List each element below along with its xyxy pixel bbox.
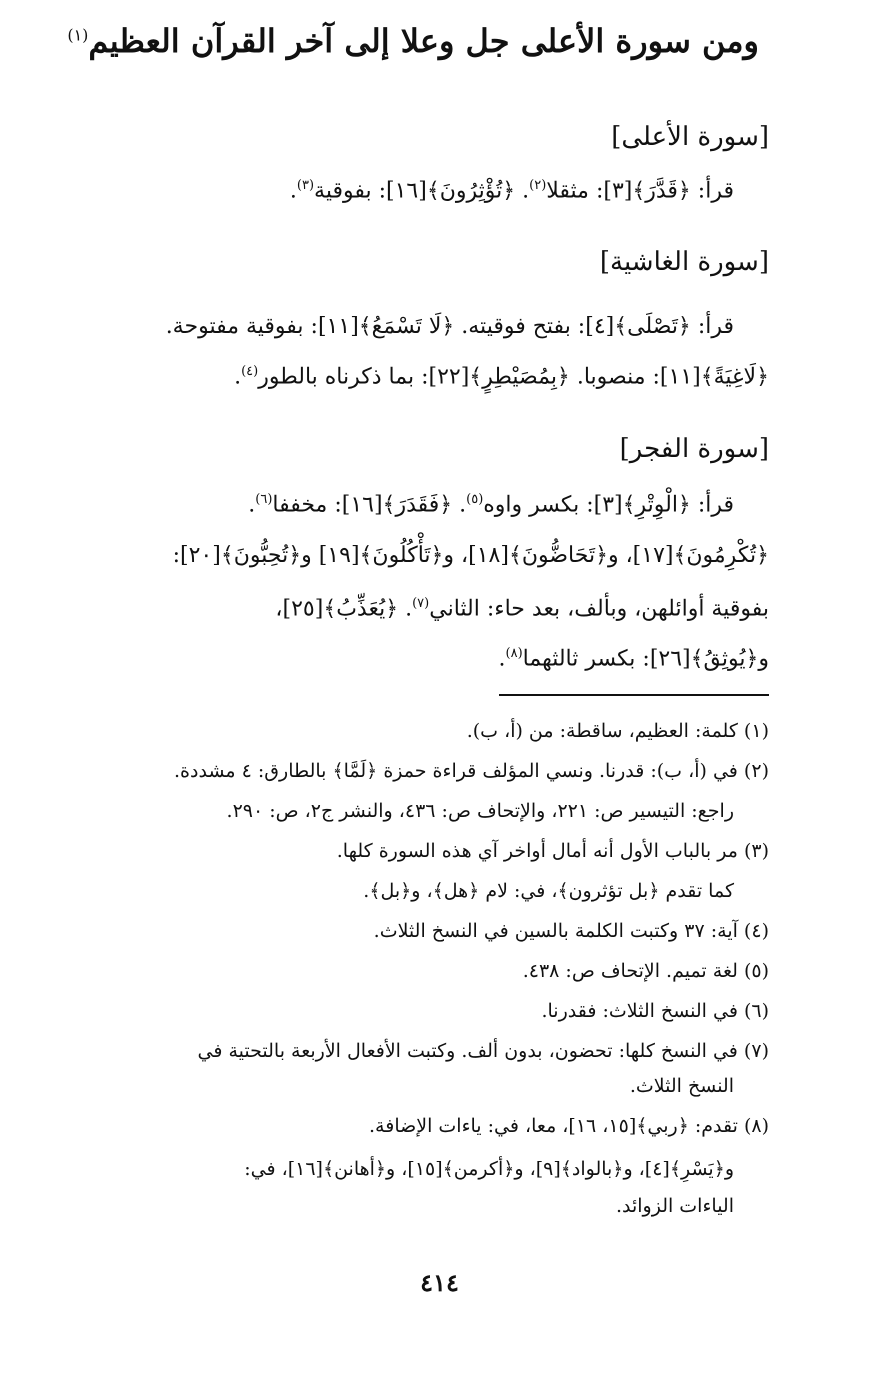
footnote-3-cont: كما تقدم ﴿بل تؤثرون﴾، في: لام ﴿هل﴾، و﴿بل﴾.: [363, 880, 734, 902]
title-footnote-ref: (١): [67, 25, 89, 45]
section-line: ﴿لَاغِيَةً﴾[١١]: منصوبا. ﴿بِمُصَيْطِرٍ﴾[٢٢]: بما ذكرناه بالطور$^{(٤)}$.: [234, 364, 769, 390]
footnote-2: (٢) في (أ، ب): قدرنا. ونسي المؤلف قراءة حمزة ﴿لَمَّا﴾ بالطارق: ٤ مشددة.: [174, 760, 769, 782]
footnote-ref: (٦): [255, 492, 273, 507]
section-heading-al-fajr: [سورة الفجر]: [619, 434, 769, 464]
section-line: قرأ: ﴿تَصْلَى﴾[٤]: بفتح فوقيته. ﴿لَا تَسْمَعُ﴾[١١]: بفوقية مفتوحة.: [165, 314, 734, 339]
footnote-8-cont: الياءات الزوائد.: [615, 1195, 734, 1217]
footnote-4: (٤) آية: ٣٧ وكتبت الكلمة بالسين في النسخ الثلاث.: [373, 920, 769, 942]
footnote-1: (١) كلمة: العظيم، ساقطة: من (أ، ب).: [466, 720, 769, 742]
footnote-divider: [499, 694, 769, 696]
page-number: ٤١٤: [420, 1268, 459, 1297]
footnote-6: (٦) في النسخ الثلاث: فقدرنا.: [541, 1000, 769, 1022]
footnote-8-cont: و﴿يَسْرِ﴾[٤]، و﴿بالواد﴾[٩]، و﴿أكرمن﴾[١٥]، و﴿أهانن﴾[١٦]، في:: [244, 1158, 734, 1180]
footnote-7-cont: النسخ الثلاث.: [629, 1075, 734, 1097]
footnote-ref: (٥): [466, 492, 484, 507]
footnote-8: (٨) تقدم: ﴿ربي﴾[١٥، ١٦]، معا، في: ياءات الإضافة.: [369, 1115, 769, 1137]
footnote-2-cont: راجع: التيسير ص: ٢٢١، والإتحاف ص: ٤٣٦، والنشر ج٢، ص: ٢٩٠.: [226, 800, 734, 822]
title-text: ومن سورة الأعلى جل وعلا إلى آخر القرآن العظيم: [88, 22, 759, 60]
footnote-ref: (٣): [296, 178, 315, 193]
section-heading-al-ghashiya: [سورة الغاشية]: [599, 247, 769, 277]
section-line: قرأ: ﴿قَدَّرَ﴾[٣]: مثقلا$^{(٢)}$. ﴿تُؤْثِرُونَ﴾[١٦]: بفوقية$^{(٣)}$.: [289, 178, 734, 204]
footnote-ref: (٧): [412, 596, 430, 611]
footnote-ref: (٤): [241, 364, 259, 379]
footnote-3: (٣) مر بالباب الأول أنه أمال أواخر آي هذه السورة كلها.: [336, 840, 769, 862]
section-heading-al-ala: [سورة الأعلى]: [611, 122, 769, 152]
page-title: [67, 22, 759, 60]
footnote-5: (٥) لغة تميم. الإتحاف ص: ٤٣٨.: [522, 960, 769, 982]
footnote-7: (٧) في النسخ كلها: تحضون، بدون ألف. وكتبت الأفعال الأربعة بالتحتية في: [197, 1040, 769, 1062]
section-line: بفوقية أوائلهن، وبألف، بعد حاء: الثاني$^{(٧)}$. ﴿يُعَذِّبُ﴾[٢٥]،: [275, 596, 769, 622]
footnote-ref: (٨): [505, 646, 523, 661]
section-line: ﴿تُكْرِمُونَ﴾[١٧]، و﴿تَحَاضُّونَ﴾[١٨]، و﴿تَأْكُلُونَ﴾[١٩] و﴿تُحِبُّونَ﴾[٢٠]:: [172, 543, 769, 568]
section-line: قرأ: ﴿الْوِتْرِ﴾[٣]: بكسر واوه$^{(٥)}$. ﴿فَقَدَرَ﴾[١٦]: مخففا$^{(٦)}$.: [248, 492, 734, 518]
footnote-ref: (٢): [529, 178, 547, 193]
section-line: و﴿يُوثِقُ﴾[٢٦]: بكسر ثالثهما$^{(٨)}$.: [498, 646, 769, 672]
